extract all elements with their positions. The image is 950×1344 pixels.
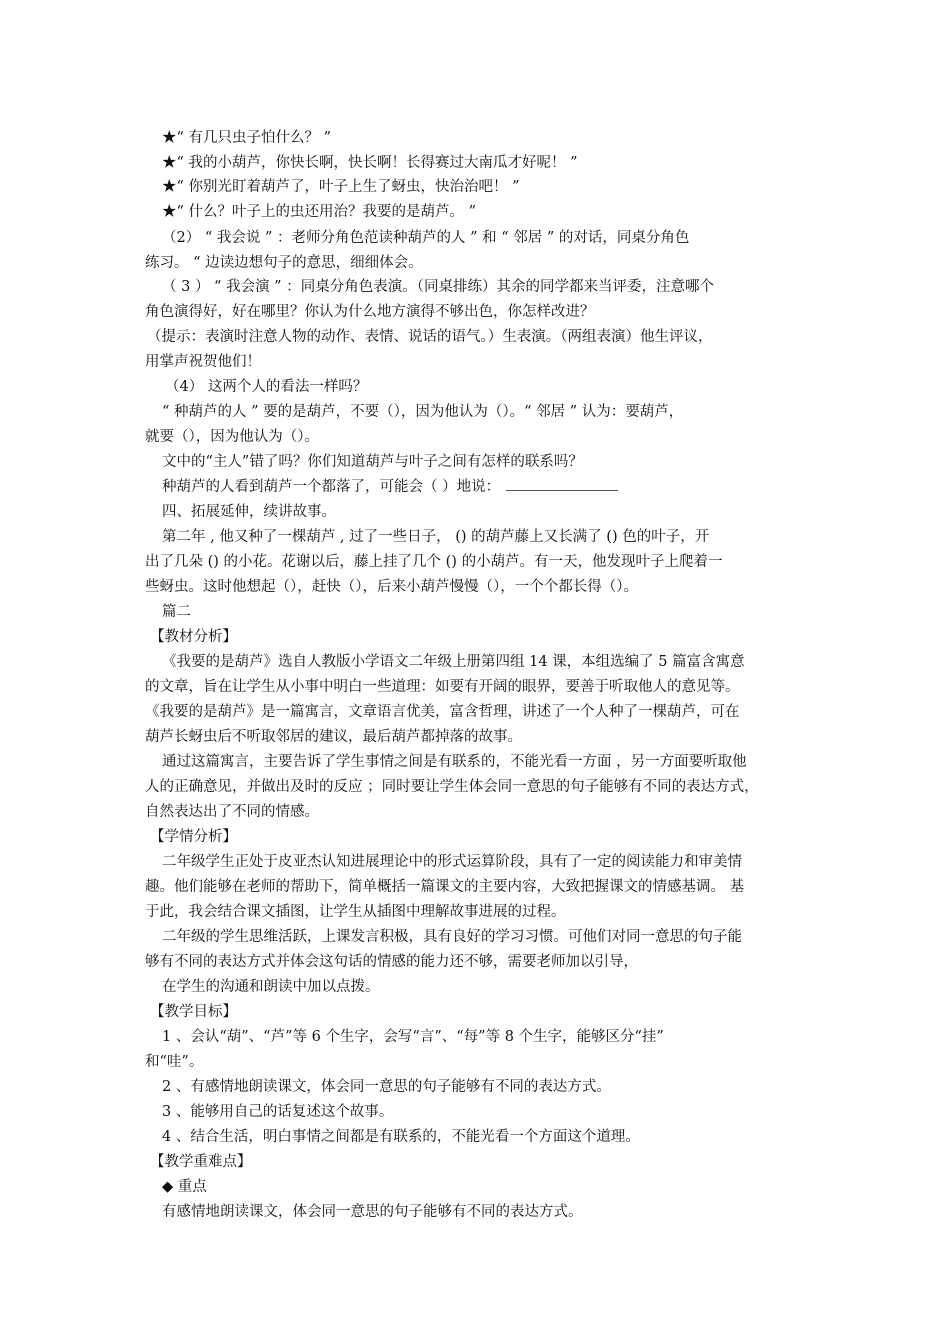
text-line: ★“ 什么？叶子上的虫还用治？我要的是葫芦。 ” <box>162 204 477 220</box>
text-line: （4） 这两个人的看法一样吗？ <box>165 379 368 395</box>
fill-in-line <box>162 477 618 497</box>
text-line: 和“哇”。 <box>145 1054 204 1070</box>
text-line: 够有不同的表达方式并体会这句话的情感的能力还不够，需要老师加以引导， <box>145 954 638 970</box>
fill-in-prompt: 种葫芦的人看到葫芦一个都落了，可能会（ ）地说： <box>162 479 501 495</box>
text-line: 通过这篇寓言，主要告诉了学生事情之间是有联系的，不能光看一方面 ，另一方面要听取他 <box>162 754 747 770</box>
text-line: “ 种葫芦的人 ” 要的是葫芦，不要（），因为他认为（）。“ 邻居 ” 认为：要葫芦， <box>162 404 684 420</box>
text-line: 第二年 , 他又种了一棵葫芦 , 过了一些日子， () 的葫芦藤上又长满了 () 色的叶子，开 <box>162 529 710 545</box>
text-line: 用掌声祝贺他们！ <box>145 354 261 370</box>
text-line: ★“ 我的小葫芦，你快长啊，快长啊！长得赛过大南瓜才好呢！ ” <box>162 155 578 171</box>
text-line: ★“ 有几只虫子怕什么？ ” <box>162 130 332 146</box>
text-line: 的文章，旨在让学生从小事中明白一些道理：如要有开阔的眼界，要善于听取他人的意见等。 <box>145 679 740 695</box>
section-heading: 【学情分析】 <box>150 829 237 845</box>
text-line: 二年级学生正处于皮亚杰认知进展理论中的形式运算阶段，具有了一定的阅读能力和审美情 <box>162 854 742 870</box>
part-heading: 篇二 <box>162 604 191 620</box>
text-line: 1 、会认“葫”、“芦”等 6 个生字，会写“言”、“每”等 8 个生字，能够区分“挂” <box>162 1029 664 1045</box>
section-heading: 【教学重难点】 <box>150 1154 252 1170</box>
text-line: 2 、有感情地朗读课文，体会同一意思的句子能够有不同的表达方式。 <box>162 1079 611 1095</box>
text-line: （ 3 ） “ 我会演 ” ：同桌分角色表演。（同桌排练）其余的同学都来当评委，注意哪个 <box>162 279 714 295</box>
text-line: 有感情地朗读课文，体会同一意思的句子能够有不同的表达方式。 <box>162 1204 583 1220</box>
text-line: 在学生的沟通和朗读中加以点拨。 <box>162 979 380 995</box>
text-line: 些蚜虫。这时他想起（），赶快（），后来小葫芦慢慢（），一个个都长得（）。 <box>145 579 638 595</box>
text-line: 趣。他们能够在老师的帮助下，简单概括一篇课文的主要内容，大致把握课文的情感基调。 基 <box>145 879 745 895</box>
text-line: （2） “ 我会说 ” ：老师分角色范读种葫芦的人 ” 和 “ 邻居 ” 的对话，同桌分角色 <box>162 230 690 246</box>
text-line: ★“ 你别光盯着葫芦了，叶子上生了蚜虫，快治治吧！ ” <box>162 179 520 195</box>
text-line: 练习。 “ 边读边想句子的意思，细细体会。 <box>145 255 423 271</box>
text-line: 角色演得好，好在哪里？你认为什么地方演得不够出色，你怎样改进？ <box>145 304 595 320</box>
text-line: 葫芦长蚜虫后不听取邻居的建议，最后葫芦都掉落的故事。 <box>145 729 522 745</box>
text-line: 《我要的是葫芦》是一篇寓言，文章语言优美，富含哲理，讲述了一个人种了一棵葫芦，可在 <box>145 704 740 720</box>
text-line: （提示：表演时注意人物的动作、表情、说话的语气。）生表演。（两组表演）他生评议， <box>147 329 713 345</box>
section-heading: 四、拓展延伸，续讲故事。 <box>162 504 336 520</box>
text-line: 《我要的是葫芦》选自人教版小学语文二年级上册第四组 14 课，本组选编了 5 篇富含寓意 <box>162 654 745 670</box>
answer-blank <box>506 478 618 491</box>
text-line: 就要（），因为他认为（）。 <box>145 429 319 445</box>
text-line: 二年级的学生思维活跃，上课发言积极，具有良好的学习习惯。可他们对同一意思的句子能 <box>162 929 742 945</box>
section-heading: 【教学目标】 <box>150 1004 237 1020</box>
text-line: 自然表达出了不同的情感。 <box>145 804 319 820</box>
text-line: 4 、结合生活，明白事情之间都是有联系的，不能光看一个方面这个道理。 <box>162 1129 640 1145</box>
section-heading: 【教材分析】 <box>150 629 237 645</box>
text-line: 于此，我会结合课文插图，让学生从插图中理解故事进展的过程。 <box>145 904 566 920</box>
subheading: ◆ 重点 <box>162 1179 207 1195</box>
text-line: 出了几朵 () 的小花。花谢以后，藤上挂了几个 () 的小葫芦。有一天，他发现叶子上爬着一 <box>145 554 723 570</box>
text-line: 文中的“主人”错了吗？你们知道葫芦与叶子之间有怎样的联系吗？ <box>162 454 583 470</box>
text-line: 3 、能够用自己的话复述这个故事。 <box>162 1104 394 1120</box>
text-line: 人的正确意见，并做出及时的反应 ；同时要让学生体会同一意思的句子能够有不同的表达方式， <box>145 779 759 795</box>
